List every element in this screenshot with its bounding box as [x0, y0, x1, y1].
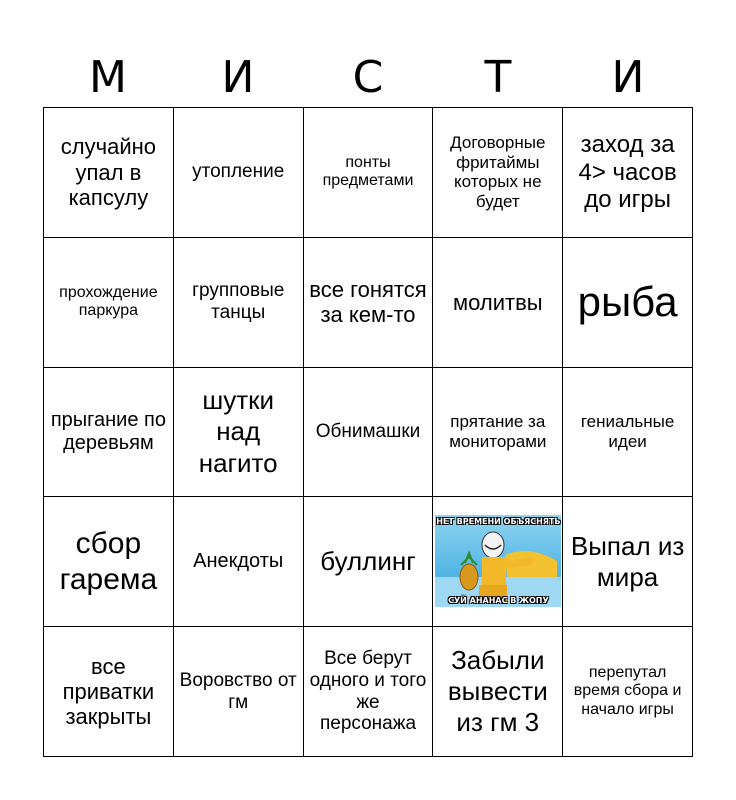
bingo-cell[interactable]: прятание за мониторами	[433, 368, 563, 498]
bingo-cell[interactable]: Договорные фритаймы которых не будет	[433, 108, 563, 238]
header-letter: М	[89, 52, 127, 103]
bingo-cell[interactable]: понты предметами	[304, 108, 434, 238]
bingo-cell[interactable]: Все берут одного и того же персонажа	[304, 627, 434, 757]
bingo-cell[interactable]: прыгание по деревьям	[44, 368, 174, 498]
bingo-cell[interactable]: Обнимашки	[304, 368, 434, 498]
header-letter: С	[352, 52, 384, 103]
bingo-cell[interactable]: шутки над нагито	[174, 368, 304, 498]
bingo-cell[interactable]: Забыли вывести из гм 3	[433, 627, 563, 757]
meme-image	[435, 515, 561, 607]
bingo-cell[interactable]: прохождение паркура	[44, 238, 174, 368]
bingo-cell[interactable]: сбор гарема	[44, 497, 174, 627]
bingo-header	[43, 52, 693, 104]
bingo-cell[interactable]: групповые танцы	[174, 238, 304, 368]
bingo-cell-meme[interactable]	[433, 497, 563, 627]
bingo-cell[interactable]: молитвы	[433, 238, 563, 368]
header-letter: Т	[484, 52, 512, 103]
header-letter: И	[221, 52, 255, 103]
bingo-cell[interactable]: буллинг	[304, 497, 434, 627]
meme-figure-icon	[435, 515, 561, 607]
bingo-cell[interactable]: все приватки закрыты	[44, 627, 174, 757]
bingo-cell[interactable]: случайно упал в капсулу	[44, 108, 174, 238]
bingo-cell[interactable]: рыба	[563, 238, 693, 368]
bingo-cell[interactable]: Анекдоты	[174, 497, 304, 627]
bingo-grid	[43, 107, 693, 757]
bingo-cell[interactable]: перепутал время сбора и начало игры	[563, 627, 693, 757]
bingo-cell[interactable]: гениальные идеи	[563, 368, 693, 498]
bingo-cell[interactable]: утопление	[174, 108, 304, 238]
meme-bottom-text: СУЙ АНАНАС В ЖОПУ	[448, 596, 549, 606]
bingo-cell[interactable]: все гонятся за кем-то	[304, 238, 434, 368]
bingo-cell[interactable]: заход за 4> часов до игры	[563, 108, 693, 238]
meme-top-text: НЕТ ВРЕМЕНИ ОБЪЯСНЯТЬ	[436, 517, 561, 527]
bingo-cell[interactable]: Воровство от гм	[174, 627, 304, 757]
bingo-cell[interactable]: Выпал из мира	[563, 497, 693, 627]
header-letter: И	[611, 52, 645, 103]
